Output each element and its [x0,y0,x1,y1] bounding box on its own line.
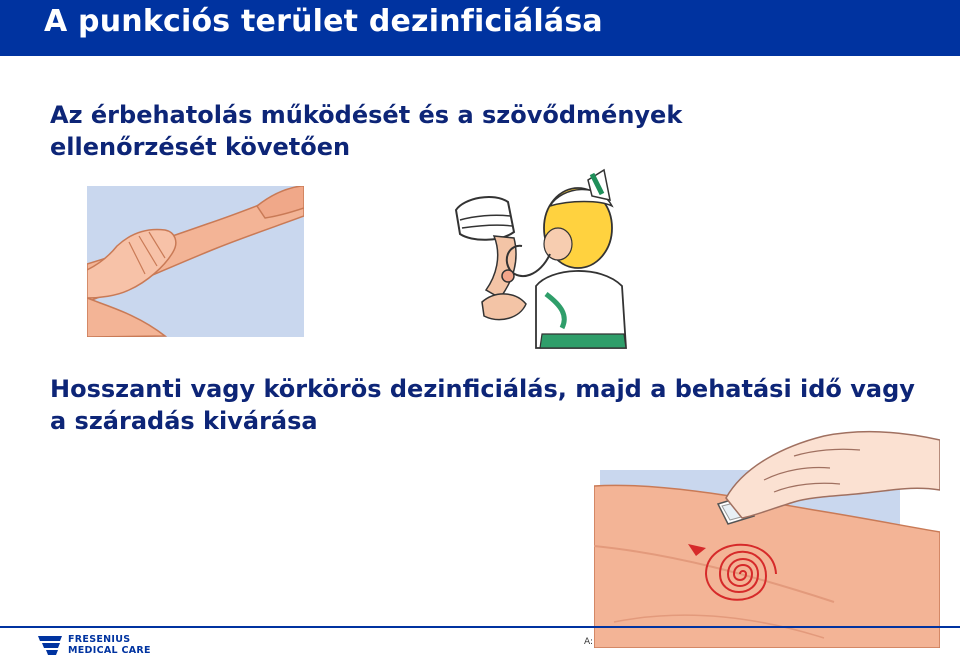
title-bar [0,0,960,56]
arm-palpation-illustration [87,186,304,337]
logo-text-line-1: FRESENIUS [68,634,131,645]
slide-title: A punkciós terület dezinficiálása [44,4,603,39]
logo-text-line-2: MEDICAL CARE [68,645,151,656]
bullet-text-2: Hosszanti vagy körkörös dezinficiálás, majd a behatási idő vagy a száradás kivárása [50,375,915,435]
spiral-disinfection-illustration [594,426,940,648]
footer-code: A: [584,637,594,647]
nurse-stethoscope-illustration [450,166,632,354]
bullet-text-1: Az érbehatolás működését és a szövődmények ellenőrzését követően [50,101,683,161]
footer-divider [0,626,960,628]
